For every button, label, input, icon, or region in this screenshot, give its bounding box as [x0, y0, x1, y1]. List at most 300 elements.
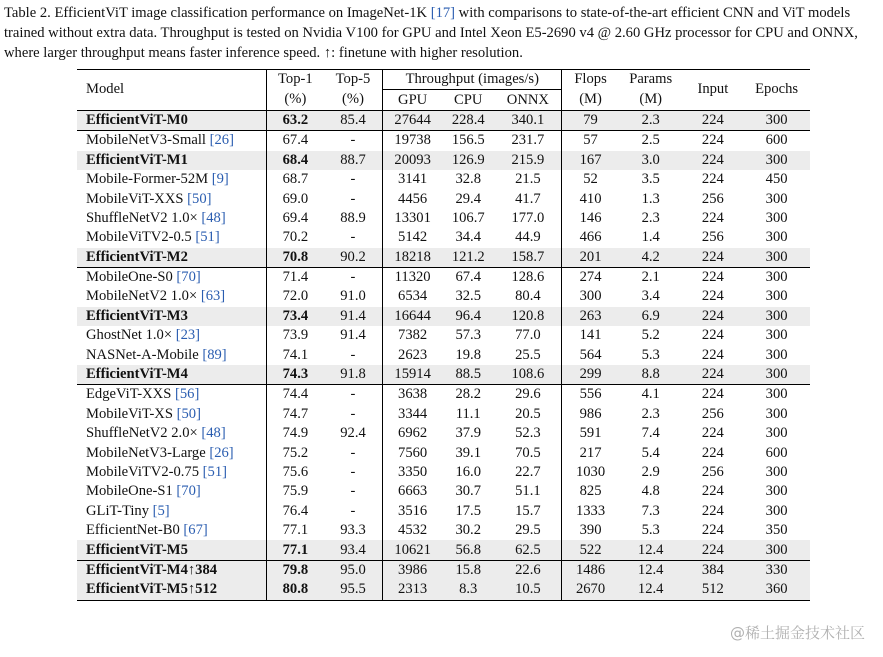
citation-link[interactable]: [70] — [176, 483, 201, 500]
input-cell: 384 — [683, 560, 744, 580]
top5-cell: - — [350, 229, 356, 246]
table-row — [77, 385, 810, 405]
input-cell: 224 — [683, 267, 744, 287]
model-name: ShuffleNetV2 1.0× — [86, 209, 202, 226]
citation-link[interactable]: [63] — [200, 288, 226, 305]
params-cell: 2.3 — [641, 209, 660, 226]
citation-link[interactable]: [48] — [201, 425, 226, 442]
onnx-cell: 177.0 — [511, 209, 545, 226]
input-cell: 224 — [701, 425, 724, 442]
params-cell: 3.5 — [641, 171, 660, 188]
model-name: GhostNet 1.0× — [86, 327, 176, 344]
epochs-cell: 300 — [743, 540, 810, 560]
top5-cell: 95.5 — [324, 580, 383, 600]
cpu-cell: 106.7 — [451, 209, 485, 226]
onnx-cell: 52.3 — [515, 425, 541, 442]
input-cell: 224 — [701, 483, 724, 500]
citation-link[interactable]: [50] — [187, 190, 212, 207]
onnx-cell: 29.5 — [515, 522, 541, 539]
top5-cell: 88.9 — [340, 209, 366, 226]
gpu-cell: 3638 — [383, 385, 442, 405]
top1-cell: 68.4 — [267, 151, 324, 170]
input-cell: 224 — [701, 288, 724, 305]
model-name: EfficientViT-M4↑384 — [86, 561, 218, 578]
top1-cell: 74.4 — [267, 385, 324, 405]
model-name-cell — [77, 560, 267, 580]
gpu-cell: 6663 — [383, 482, 442, 501]
params-cell: 2.9 — [641, 464, 660, 480]
top5-cell: - — [324, 131, 383, 151]
header-top1-unit: (%) — [267, 90, 324, 110]
onnx-cell: 15.7 — [515, 502, 541, 519]
model-name: MobileNetV3-Large — [86, 444, 210, 461]
model-name-cell — [77, 170, 267, 189]
flops-cell: 825 — [562, 482, 619, 501]
cpu-cell: 28.2 — [442, 385, 495, 405]
params-cell: 4.1 — [619, 385, 683, 405]
table-row — [77, 110, 810, 130]
input-cell: 224 — [683, 248, 744, 268]
gpu-cell: 6962 — [383, 424, 442, 443]
flops-cell: 591 — [562, 424, 619, 443]
cpu-cell: 228.4 — [442, 110, 495, 130]
table-row — [77, 521, 810, 540]
top1-cell: 77.1 — [267, 521, 324, 540]
gpu-cell: 13301 — [383, 209, 442, 228]
gpu-cell: 4532 — [383, 521, 442, 540]
caption-text-2: with comparisons to state-of-the-art efficient CNN and ViT models trained without extra data. Throughput is tested on Nvidia V100 for GPU and Intel Xeon E5-2690 v4 @ 2.60 GHz processor for CPU and ONNX, where larger throughput means faster inference speed. ↑: finetune with higher resolution. — [4, 5, 858, 61]
citation-link[interactable]: [51] — [195, 229, 220, 246]
top5-cell: - — [350, 464, 356, 480]
input-cell: 224 — [701, 444, 724, 461]
flops-cell: 201 — [562, 248, 619, 268]
top1-cell: 70.2 — [267, 228, 324, 247]
top1-cell: 67.4 — [267, 131, 324, 151]
input-cell: 224 — [683, 151, 744, 170]
onnx-cell: 22.6 — [495, 560, 562, 580]
epochs-cell: 300 — [743, 151, 810, 170]
top1-cell: 72.0 — [267, 287, 324, 306]
top1-cell: 68.7 — [267, 170, 324, 189]
citation-link[interactable]: [56] — [174, 386, 200, 403]
model-name: EfficientViT-M5 — [86, 541, 188, 558]
table-row — [77, 287, 810, 306]
onnx-cell: 10.5 — [495, 580, 562, 600]
epochs-cell: 300 — [743, 365, 810, 385]
top5-cell: - — [324, 267, 383, 287]
cpu-cell: 30.7 — [455, 483, 481, 500]
top1-cell: 74.3 — [267, 365, 324, 385]
table-row — [77, 405, 810, 424]
citation-link[interactable]: [89] — [202, 346, 227, 363]
top5-cell: - — [350, 483, 356, 500]
header-row-1 — [77, 70, 810, 90]
onnx-cell: 41.7 — [515, 190, 541, 207]
model-name: GLiT-Tiny — [86, 502, 153, 519]
model-name-cell — [77, 521, 267, 540]
model-name-cell — [77, 580, 267, 600]
input-cell: 224 — [683, 365, 744, 385]
params-cell: 12.4 — [619, 580, 683, 600]
onnx-cell: 231.7 — [495, 131, 562, 151]
model-name-cell — [77, 385, 267, 405]
flops-cell: 410 — [562, 189, 619, 208]
flops-cell: 146 — [562, 209, 619, 228]
model-name: MobileOne-S1 — [86, 483, 177, 500]
flops-cell: 299 — [562, 365, 619, 385]
citation-link[interactable]: [9] — [211, 171, 229, 188]
onnx-cell: 215.9 — [495, 151, 562, 170]
params-cell: 5.3 — [641, 346, 660, 363]
model-name: NASNet-A-Mobile — [86, 346, 203, 363]
onnx-cell: 120.8 — [495, 307, 562, 326]
params-cell: 2.5 — [619, 131, 683, 151]
input-cell: 224 — [683, 110, 744, 130]
model-name-cell — [77, 151, 267, 170]
cpu-cell: 15.8 — [442, 560, 495, 580]
params-cell: 5.4 — [641, 444, 660, 461]
params-cell: 3.4 — [641, 288, 660, 305]
cpu-cell: 16.0 — [455, 464, 481, 480]
gpu-cell: 3516 — [383, 502, 442, 521]
flops-cell: 263 — [562, 307, 619, 326]
input-cell: 256 — [701, 405, 724, 422]
epochs-cell: 350 — [765, 522, 788, 539]
model-name-cell — [77, 228, 267, 247]
params-cell: 12.4 — [619, 560, 683, 580]
gpu-cell: 16644 — [383, 307, 442, 326]
top1-cell: 69.0 — [267, 189, 324, 208]
top1-cell: 75.9 — [267, 482, 324, 501]
params-cell: 1.4 — [641, 229, 660, 246]
params-cell: 1.3 — [641, 190, 660, 207]
top1-cell: 70.8 — [267, 248, 324, 268]
input-cell: 224 — [683, 131, 744, 151]
gpu-cell: 3350 — [383, 463, 442, 482]
cpu-cell: 29.4 — [455, 190, 481, 207]
cpu-cell: 8.3 — [442, 580, 495, 600]
table-row — [77, 560, 810, 580]
params-cell: 7.4 — [641, 425, 660, 442]
top1-cell: 77.1 — [267, 540, 324, 560]
model-name-cell — [77, 267, 267, 287]
params-cell: 3.0 — [619, 151, 683, 170]
caption-text-1: Table 2. EfficientViT image classification performance on ImageNet-1K — [4, 5, 431, 21]
cpu-cell: 88.5 — [442, 365, 495, 385]
input-cell: 256 — [701, 229, 724, 246]
table-row — [77, 228, 810, 247]
top1-cell: 74.7 — [267, 405, 324, 424]
header-model: Model — [77, 70, 267, 111]
header-top5: Top-5 — [324, 70, 383, 90]
onnx-cell: 25.5 — [515, 346, 541, 363]
table-body — [77, 110, 810, 600]
model-name: MobileViTV2-0.75 — [86, 464, 203, 480]
params-cell: 5.2 — [641, 327, 660, 344]
cpu-cell: 56.8 — [442, 540, 495, 560]
header-throughput: Throughput (images/s) — [383, 70, 562, 90]
table-row — [77, 502, 810, 521]
gpu-cell: 7560 — [383, 443, 442, 462]
top5-cell: - — [350, 171, 356, 188]
table-row — [77, 209, 810, 228]
model-name-cell — [77, 424, 267, 443]
header-input: Input — [683, 70, 744, 111]
header-cpu: CPU — [454, 91, 483, 108]
table-row — [77, 580, 810, 600]
epochs-cell: 600 — [765, 444, 788, 461]
flops-cell: 141 — [562, 326, 619, 345]
top5-cell: 91.4 — [324, 307, 383, 326]
cpu-cell: 96.4 — [442, 307, 495, 326]
top1-cell: 75.2 — [267, 443, 324, 462]
model-name: EfficientViT-M4 — [86, 366, 188, 383]
gpu-cell: 27644 — [383, 110, 442, 130]
flops-cell: 2670 — [562, 580, 619, 600]
cpu-cell: 19.8 — [455, 346, 481, 363]
input-cell: 224 — [701, 209, 724, 226]
gpu-cell: 2313 — [383, 580, 442, 600]
input-cell: 224 — [701, 171, 724, 188]
header-flops-unit: (M) — [562, 90, 619, 110]
model-name: MobileViT-XXS — [86, 190, 188, 207]
top1-cell: 80.8 — [267, 580, 324, 600]
top1-cell: 63.2 — [267, 110, 324, 130]
model-name-cell — [77, 209, 267, 228]
input-cell: 256 — [701, 464, 724, 480]
header-onnx: ONNX — [506, 91, 549, 108]
table-row — [77, 151, 810, 170]
input-cell: 224 — [683, 385, 744, 405]
gpu-cell: 2623 — [383, 345, 442, 364]
input-cell: 224 — [683, 540, 744, 560]
epochs-cell: 300 — [765, 190, 788, 207]
table-row — [77, 345, 810, 364]
top5-cell: 91.8 — [324, 365, 383, 385]
epochs-cell: 300 — [765, 288, 788, 305]
onnx-cell: 108.6 — [495, 365, 562, 385]
cpu-cell: 32.8 — [455, 171, 481, 188]
model-name: EdgeViT-XXS — [86, 386, 175, 403]
model-name: MobileNetV2 1.0× — [86, 288, 201, 305]
onnx-cell: 128.6 — [495, 267, 562, 287]
model-name-cell — [77, 248, 267, 268]
header-flops: Flops — [562, 70, 619, 90]
table-row — [77, 463, 810, 482]
onnx-cell: 62.5 — [495, 540, 562, 560]
table-row — [77, 307, 810, 326]
epochs-cell: 300 — [743, 248, 810, 268]
params-cell: 2.1 — [619, 267, 683, 287]
top5-cell: - — [350, 502, 356, 519]
epochs-cell: 300 — [743, 267, 810, 287]
params-cell: 4.8 — [641, 483, 660, 500]
gpu-cell: 3986 — [383, 560, 442, 580]
citation-link[interactable]: [48] — [201, 209, 226, 226]
gpu-cell: 19738 — [383, 131, 442, 151]
top5-cell: 93.3 — [340, 522, 366, 539]
epochs-cell: 450 — [765, 171, 788, 188]
params-cell: 12.4 — [619, 540, 683, 560]
epochs-cell: 300 — [765, 464, 788, 480]
citation-link[interactable]: [5] — [152, 502, 170, 519]
table-row — [77, 482, 810, 501]
table-row — [77, 248, 810, 268]
onnx-cell: 44.9 — [515, 229, 541, 246]
flops-cell: 564 — [562, 345, 619, 364]
params-cell: 6.9 — [619, 307, 683, 326]
model-name-cell — [77, 463, 267, 482]
cpu-cell: 30.2 — [455, 522, 481, 539]
top5-cell: - — [350, 444, 356, 461]
model-name: MobileViTV2-0.5 — [86, 229, 196, 246]
onnx-cell: 80.4 — [515, 288, 541, 305]
citation-link[interactable]: [26] — [209, 132, 234, 149]
citation-link[interactable]: [70] — [176, 269, 201, 286]
cpu-cell: 126.9 — [442, 151, 495, 170]
gpu-cell: 15914 — [383, 365, 442, 385]
params-cell: 7.3 — [641, 502, 660, 519]
model-name-cell — [77, 110, 267, 130]
flops-cell: 217 — [562, 443, 619, 462]
onnx-cell: 158.7 — [495, 248, 562, 268]
onnx-cell: 77.0 — [515, 327, 541, 344]
flops-cell: 390 — [562, 521, 619, 540]
model-name: EfficientViT-M3 — [86, 307, 188, 324]
citation-link[interactable]: [23] — [175, 327, 201, 344]
table-row — [77, 131, 810, 151]
flops-cell: 522 — [562, 540, 619, 560]
top1-cell: 79.8 — [267, 560, 324, 580]
params-cell: 8.8 — [619, 365, 683, 385]
header-top1: Top-1 — [267, 70, 324, 90]
model-name: MobileNetV3-Small — [86, 132, 210, 149]
table-row — [77, 170, 810, 189]
model-name-cell — [77, 540, 267, 560]
header-params: Params — [619, 70, 683, 90]
gpu-cell: 10621 — [383, 540, 442, 560]
epochs-cell: 300 — [765, 483, 788, 500]
epochs-cell: 300 — [743, 385, 810, 405]
flops-cell: 274 — [562, 267, 619, 287]
model-name-cell — [77, 482, 267, 501]
flops-cell: 57 — [562, 131, 619, 151]
epochs-cell: 600 — [743, 131, 810, 151]
gpu-cell: 18218 — [383, 248, 442, 268]
cpu-cell: 37.9 — [455, 425, 481, 442]
citation-link[interactable]: [67] — [183, 522, 208, 539]
model-name: EfficientViT-M0 — [86, 111, 188, 128]
model-name-cell — [77, 443, 267, 462]
gpu-cell: 3141 — [383, 170, 442, 189]
table-row — [77, 189, 810, 208]
epochs-cell: 300 — [765, 327, 788, 344]
model-name-cell — [77, 326, 267, 345]
model-name-cell — [77, 405, 267, 424]
epochs-cell: 360 — [743, 580, 810, 600]
top5-cell: - — [350, 190, 356, 207]
flops-cell: 1030 — [562, 463, 619, 482]
input-cell: 224 — [701, 327, 724, 344]
epochs-cell: 300 — [765, 405, 788, 422]
input-cell: 512 — [683, 580, 744, 600]
top1-cell: 69.4 — [267, 209, 324, 228]
model-name-cell — [77, 307, 267, 326]
epochs-cell: 330 — [743, 560, 810, 580]
gpu-cell: 4456 — [383, 189, 442, 208]
table-row — [77, 326, 810, 345]
top5-cell: 91.0 — [340, 288, 366, 305]
onnx-cell: 22.7 — [515, 464, 541, 480]
params-cell: 4.2 — [619, 248, 683, 268]
header-gpu: GPU — [383, 90, 442, 110]
top5-cell: 85.4 — [324, 110, 383, 130]
model-name-cell — [77, 287, 267, 306]
top5-cell: 95.0 — [324, 560, 383, 580]
input-cell: 224 — [683, 307, 744, 326]
flops-cell: 300 — [562, 287, 619, 306]
cpu-cell: 34.4 — [455, 229, 481, 246]
table-row — [77, 267, 810, 287]
gpu-cell: 20093 — [383, 151, 442, 170]
table-row — [77, 443, 810, 462]
citation-link[interactable]: [51] — [202, 464, 227, 480]
citation-link[interactable]: [26] — [209, 444, 234, 461]
model-name-cell — [77, 365, 267, 385]
flops-cell: 167 — [562, 151, 619, 170]
caption-citation-link[interactable]: [17] — [430, 5, 456, 21]
epochs-cell: 300 — [765, 425, 788, 442]
input-cell: 224 — [701, 522, 724, 539]
model-name: MobileViT-XS — [86, 405, 177, 422]
onnx-cell: 340.1 — [495, 110, 562, 130]
gpu-cell: 7382 — [383, 326, 442, 345]
top1-cell: 71.4 — [267, 267, 324, 287]
flops-cell: 466 — [562, 228, 619, 247]
top1-cell: 75.6 — [267, 463, 324, 482]
top5-cell: - — [350, 405, 356, 422]
top5-cell: - — [324, 385, 383, 405]
top1-cell: 74.1 — [267, 345, 324, 364]
citation-link[interactable]: [50] — [176, 405, 201, 422]
model-name: ShuffleNetV2 2.0× — [86, 425, 202, 442]
header-epochs: Epochs — [743, 70, 810, 111]
model-name: EfficientViT-M5↑512 — [86, 581, 218, 598]
gpu-cell: 6534 — [383, 287, 442, 306]
input-cell: 224 — [701, 346, 724, 363]
top5-cell: - — [350, 346, 356, 363]
top5-cell: 91.4 — [340, 327, 366, 344]
onnx-cell: 29.6 — [495, 385, 562, 405]
model-name: EfficientViT-M2 — [86, 248, 188, 265]
cpu-cell: 32.5 — [455, 288, 481, 305]
flops-cell: 1333 — [562, 502, 619, 521]
gpu-cell: 5142 — [383, 228, 442, 247]
top1-cell: 76.4 — [267, 502, 324, 521]
top5-cell: 92.4 — [340, 425, 366, 442]
onnx-cell: 51.1 — [515, 483, 541, 500]
watermark: @稀土掘金技术社区 — [729, 624, 865, 642]
table-caption — [4, 3, 880, 63]
onnx-cell: 20.5 — [515, 405, 541, 422]
cpu-cell: 156.5 — [442, 131, 495, 151]
top5-cell: 88.7 — [324, 151, 383, 170]
top1-cell: 74.9 — [267, 424, 324, 443]
params-cell: 2.3 — [619, 110, 683, 130]
cpu-cell: 11.1 — [455, 405, 481, 422]
epochs-cell: 300 — [765, 502, 788, 519]
params-cell: 2.3 — [641, 405, 660, 422]
